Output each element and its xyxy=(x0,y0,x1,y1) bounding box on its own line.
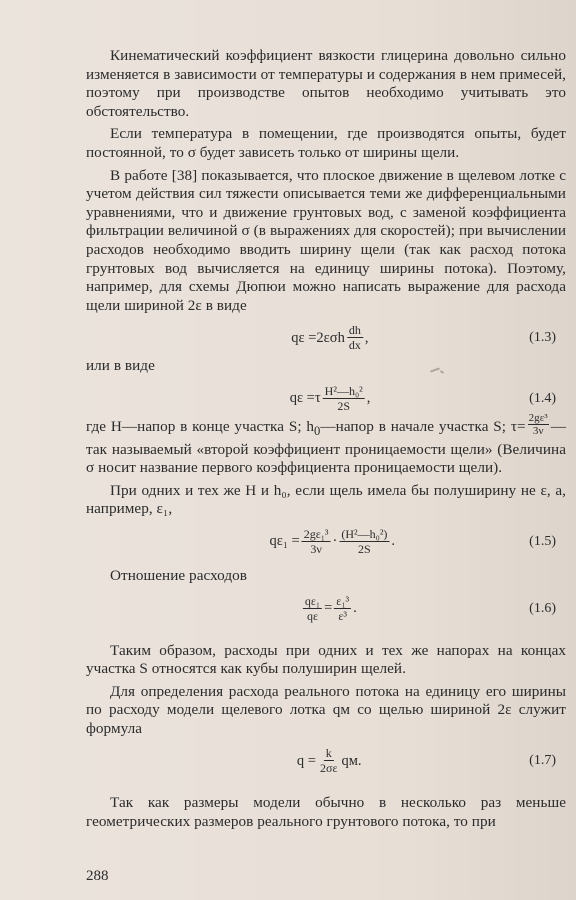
formula-expression xyxy=(291,323,368,352)
formula-lhs: qε =τ xyxy=(289,390,321,407)
page-number: 288 xyxy=(86,868,109,884)
formula-1-3 xyxy=(86,319,566,357)
fraction-denominator: 2S xyxy=(337,398,351,413)
fraction-numerator: k xyxy=(325,746,332,761)
equation-number: (1.7) xyxy=(529,753,556,769)
fraction xyxy=(334,594,351,623)
equation-number: (1.6) xyxy=(529,600,556,616)
paragraph-5-middle: —напор в начале участка S; τ= xyxy=(320,417,526,435)
fraction-numerator: H²—h₀² xyxy=(324,383,363,398)
paragraph-3: В работе [38] показывается, что плоское движение в щелевом лотке с учетом действия сил тяжести описывается теми же дифференциальными уравнениями, что и движение грунтовых вод, с заменой коэффициента фильтрации величиной σ (в выражениях для скоростей); при вычислении расходов необходимо вводить ширину щели (так как расход потока грунтовых вод вычисляется на единицу ширины потока). Поэтому, например, для схемы Дюпюи можно написать выражение для расхода щели шириной 2ε в виде xyxy=(86,166,566,314)
paragraph-8: Таким образом, расходы при одних и тех же напорах на концах участка S относятся как кубы полуширин щелей. xyxy=(86,641,566,678)
inline-fraction-numerator: 2gε³ xyxy=(528,411,548,424)
equation-number: (1.5) xyxy=(529,533,556,549)
paragraph-5 xyxy=(86,411,566,478)
fraction xyxy=(318,746,340,775)
formula-tail: qм. xyxy=(341,752,362,769)
formula-tail: . xyxy=(353,599,357,616)
paragraph-9: Для определения расхода реального потока на единицу его ширины по расходу модели щелевого лотка qм со щелью шириной 2ε служит формула xyxy=(86,682,566,737)
formula-lhs: qε =2εσh xyxy=(291,329,345,346)
equals-sign: = xyxy=(324,599,333,616)
formula-1-5 xyxy=(86,523,566,567)
fraction-numerator: ε₁³ xyxy=(336,593,350,608)
paragraph-7: Отношение расходов xyxy=(110,566,247,584)
fraction xyxy=(347,323,363,352)
formula-expression xyxy=(290,384,371,413)
fraction xyxy=(303,594,322,623)
formula-tail: , xyxy=(364,329,369,346)
fraction-numerator: (H²—h₀²) xyxy=(341,526,388,541)
fraction xyxy=(302,527,331,556)
paragraph-10: Так как размеры модели обычно в несколько раз меньше геометрических размеров реального грунтового потока, то при xyxy=(86,794,566,831)
fraction-denominator: 2S xyxy=(358,541,371,556)
paragraph-2: Если температура в помещении, где производятся опыты, будет постоянной, то σ будет зависеть только от ширины щели. xyxy=(86,125,566,161)
paragraph-1: Кинематический коэффициент вязкости глицерина довольно сильно изменяется в зависимости от температуры и содержания в нем примесей, поэтому при производстве опытов необходимо учитывать это обстоятельство. xyxy=(86,47,566,120)
fraction xyxy=(323,384,365,413)
page-text xyxy=(86,47,566,832)
equation-number: (1.4) xyxy=(529,390,556,406)
multiply-dot: · xyxy=(332,533,338,550)
formula-1-4 xyxy=(86,380,566,418)
fraction-denominator: 3ν xyxy=(310,541,322,556)
paragraph-5-start: где H—напор в конце участка S; h xyxy=(86,417,315,435)
fraction-numerator: qε₁ xyxy=(304,593,321,608)
formula-1-6 xyxy=(86,590,566,634)
fraction-denominator: 2σε xyxy=(319,761,338,776)
formula-tail: . xyxy=(391,533,396,550)
formula-1-7 xyxy=(86,742,566,786)
formula-expression xyxy=(301,594,357,623)
fraction xyxy=(339,527,389,556)
fraction-denominator: dx xyxy=(348,338,361,353)
formula-expression xyxy=(270,527,396,556)
inline-fraction-denominator: 3ν xyxy=(532,424,544,437)
formula-expression xyxy=(297,746,362,775)
paragraph-4: или в виде xyxy=(86,357,155,375)
fraction-denominator: ε³ xyxy=(338,608,348,623)
formula-lhs: q = xyxy=(296,752,316,769)
fraction-denominator: qε xyxy=(306,608,318,623)
formula-lhs: qε₁ = xyxy=(269,533,300,550)
equation-number: (1.3) xyxy=(529,330,556,346)
paragraph-5-subscript: 0 xyxy=(314,423,321,438)
formula-tail: , xyxy=(366,390,371,407)
paragraph-5-end: — так называемый «второй коэффициент проницаемости щели» (Величина σ носит название первого коэффициента проницаемости щели). xyxy=(86,417,566,477)
fraction-numerator: dh xyxy=(348,323,361,338)
paragraph-6: При одних и тех же H и h₀, если щель имела бы полуширину не ε, а, например, ε₁, xyxy=(86,481,566,518)
fraction-numerator: 2gε₁³ xyxy=(303,526,329,541)
